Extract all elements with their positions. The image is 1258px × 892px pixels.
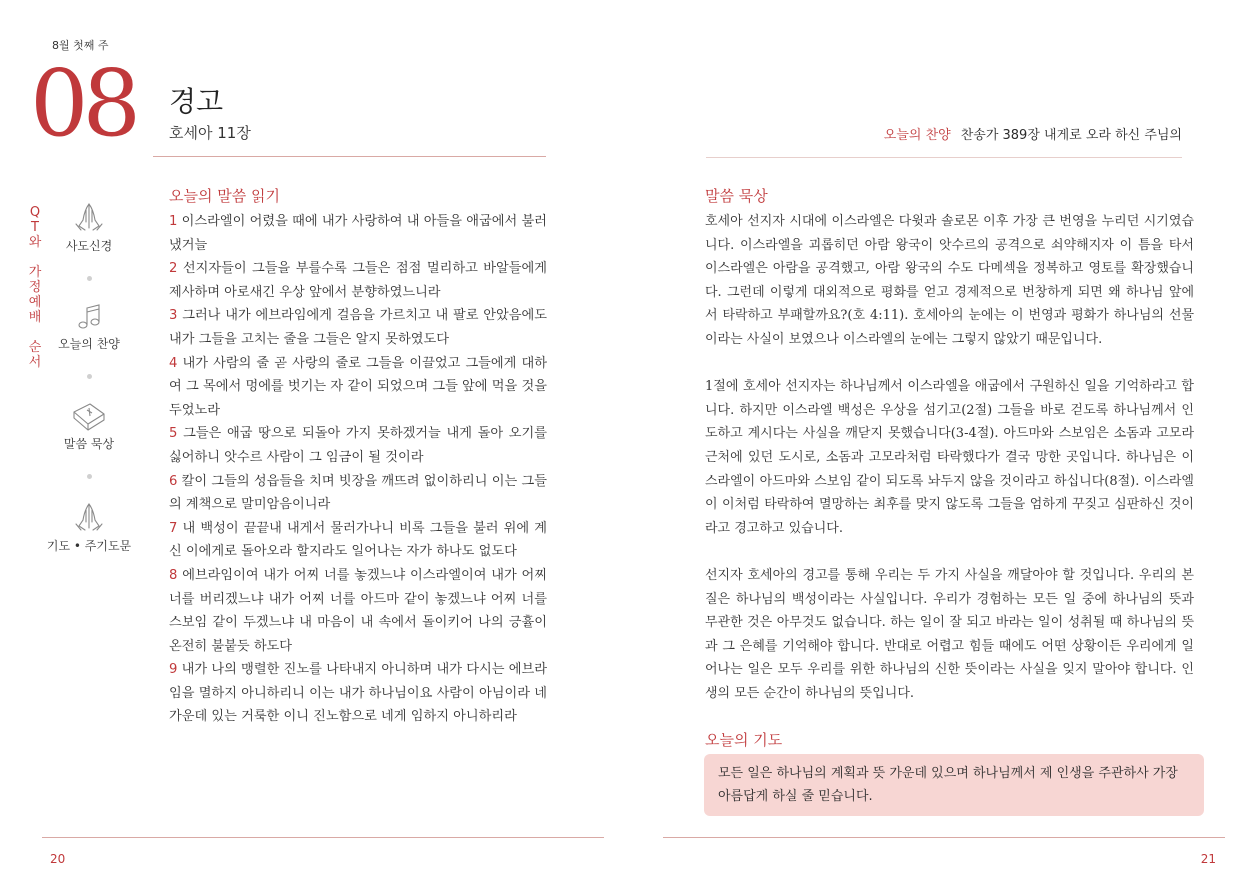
meditation-paragraph: 1절에 호세아 선지자는 하나님께서 이스라엘을 애굽에서 구원하신 일을 기억하라고 합니다. 하지만 이스라엘 백성은 우상을 섬기고(2절) 그들을 바로 걷도록 하나님께서 인도하고 계시다는 사실을 깨닫지 못했습니다(3-4절). 아드마와 스보임은 소돔과 고모라 근처에 있던 도시로, 소돔과 고모라처럼 타락했다가 결국 망한 곳입니다. 하나님은 이스라엘이 아드마와 스보임 같이 되도록 놔두지 않을 것이라고 하십니다(8절). 이스라엘이 이처럼 타락하여 멸망하는 최후를 맞지 않도록 그들을 엄하게 꾸짖고 심판하신 것이라고 경고하고 있습니다. <box>705 379 1194 536</box>
verse-text: 에브라임이여 내가 어찌 너를 놓겠느냐 이스라엘이여 내가 어찌 너를 버리겠느냐 내가 어찌 너를 아드마 같이 놓겠느냐 어찌 너를 스보임 같이 두겠느냐 내 마음이 내 속에서 돌이키어 나의 긍휼이 온전히 불붙듯 하도다 <box>169 567 548 654</box>
day-number: 08 <box>30 50 136 157</box>
step-separator-dot <box>87 276 92 281</box>
verse-item <box>169 210 547 257</box>
footer-rule-right <box>663 837 1225 838</box>
vertical-char: 가 <box>28 265 42 280</box>
header-divider-right <box>706 157 1182 158</box>
verse-item <box>169 517 547 564</box>
week-label: 8월 첫째 주 <box>52 39 109 52</box>
vertical-char: 서 <box>28 355 42 370</box>
vertical-char: Q <box>29 205 41 220</box>
verse-number: 7 <box>169 520 178 536</box>
step-label: 기도 • 주기도문 <box>46 539 132 553</box>
verse-item <box>169 470 547 517</box>
step-hymn <box>48 302 130 352</box>
prayer-heading: 오늘의 기도 <box>705 731 783 749</box>
verse-text: 이스라엘이 어렸을 때에 내가 사랑하여 내 아들을 애굽에서 불러냈거늘 <box>169 214 547 253</box>
vertical-char: T <box>31 220 39 235</box>
reading-heading: 오늘의 말씀 읽기 <box>169 187 280 205</box>
prayer-box: 모든 일은 하나님의 계획과 뜻 가운데 있으며 하나님께서 제 인생을 주관하사 가장 아름답게 하실 줄 믿습니다. <box>704 754 1204 816</box>
verse-number: 9 <box>169 662 178 678</box>
verse-number: 1 <box>169 214 178 229</box>
vertical-char: 정 <box>28 280 42 295</box>
verse-item <box>169 257 547 304</box>
page-number-left: 20 <box>50 852 66 866</box>
step-separator-dot <box>87 374 92 379</box>
worship-steps <box>48 200 130 554</box>
page-title: 경고 <box>169 85 224 118</box>
verse-text: 내가 나의 맹렬한 진노를 나타내지 아니하며 내가 다시는 에브라임을 멸하지 아니하리니 이는 내가 하나님이요 사람이 아님이라 네 가운데 있는 거룩한 이니 진노함으로 네게 임하지 아니하리라 <box>169 662 547 725</box>
verse-number: 2 <box>169 261 178 277</box>
verse-number: 5 <box>169 426 178 442</box>
praying-hands-icon <box>71 200 107 234</box>
step-label: 사도신경 <box>65 239 113 253</box>
verse-item <box>169 564 547 658</box>
verse-text: 그러나 내가 에브라임에게 걸음을 가르치고 내 팔로 안았음에도 내가 그들을 고치는 줄을 그들은 알지 못하였도다 <box>169 308 548 347</box>
verse-item <box>169 304 547 351</box>
verse-list <box>169 210 547 729</box>
hymn-text: 찬송가 389장 내게로 오라 하신 주님의 <box>960 128 1182 143</box>
scripture-reference: 호세아 11장 <box>169 124 251 142</box>
vertical-gap <box>26 325 44 340</box>
verse-text: 선지자들이 그들을 부를수록 그들은 점점 멀리하고 바알들에게 제사하며 아로새긴 우상 앞에서 분향하였느니라 <box>169 261 547 300</box>
meditation-paragraph: 선지자 호세아의 경고를 통해 우리는 두 가지 사실을 깨달아야 할 것입니다. 우리의 본질은 하나님의 백성이라는 사실입니다. 우리가 경험하는 모든 일 중에 하나님의 뜻과 무관한 것은 아무것도 없습니다. 하는 일이 잘 되고 바라는 일이 성취될 때 하나님의 뜻과 그 은혜를 기억해야 합니다. 반대로 어렵고 힘들 때에도 어떤 상황이든 우리에게 일어나는 일은 모두 우리를 위한 하나님의 신한 뜻이라는 사실을 잊지 말아야 합니다. 인생의 모든 순간이 하나님의 뜻입니다. <box>705 567 1194 701</box>
step-separator-dot <box>87 474 92 479</box>
step-label: 오늘의 찬양 <box>58 337 120 351</box>
verse-number: 8 <box>169 567 178 583</box>
meditation-paragraph: 호세아 선지자 시대에 이스라엘은 다윗과 솔로몬 이후 가장 큰 번영을 누리던 시기였습니다. 이스라엘을 괴롭히던 아람 왕국이 앗수르의 공격으로 쇠약해지자 이 틈을 타서 이스라엘은 아람을 공격했고, 아람 왕국의 수도 다메섹을 정복하고 영토를 확장했습니다. 그런데 이렇게 대외적으로 평화를 얻고 경제적으로 번창하게 되면 왜 하나님 앞에서 타락하고 부패할까요?(호 4:11). 호세아의 눈에는 이 번영과 평화가 하나님의 선물이라는 사실이 보였으나 이스라엘의 눈에는 그렇지 않았기 때문입니다. <box>705 214 1194 347</box>
verse-number: 4 <box>169 355 178 371</box>
hymn-label: 오늘의 찬양 <box>883 128 951 143</box>
vertical-char: 예 <box>28 295 42 310</box>
verse-text: 내 백성이 끝끝내 내게서 물러가나니 비록 그들을 불러 위에 계신 이에게로 돌아오라 할지라도 일어나는 자가 하나도 없도다 <box>169 520 547 560</box>
bible-icon <box>70 400 108 432</box>
praying-hands-icon <box>71 500 107 534</box>
step-creed <box>48 200 130 254</box>
header-divider-left <box>153 156 546 157</box>
footer-rule-left <box>42 837 604 838</box>
verse-text: 칼이 그들의 성읍들을 치며 빗장을 깨뜨려 없이하리니 이는 그들의 계책으로 말미암음이니라 <box>169 473 547 513</box>
vertical-char: 배 <box>28 310 42 325</box>
vertical-char: 순 <box>28 340 42 355</box>
verse-item <box>169 352 547 423</box>
verse-item <box>169 658 547 729</box>
hymn-line <box>884 124 1182 143</box>
meditation-heading: 말씀 묵상 <box>705 187 768 205</box>
step-meditation <box>48 400 130 452</box>
vertical-label <box>26 205 44 370</box>
meditation-body <box>705 210 1194 729</box>
verse-item <box>169 422 547 469</box>
vertical-char: 와 <box>28 235 42 250</box>
verse-text: 내가 사람의 줄 곧 사랑의 줄로 그들을 이끌었고 그들에게 대하여 그 목에서 멍에를 벗기는 자 같이 되었으며 그들 앞에 먹을 것을 두었노라 <box>169 355 547 418</box>
step-label: 말씀 묵상 <box>63 437 115 451</box>
music-note-icon <box>71 302 107 332</box>
vertical-gap <box>26 250 44 265</box>
verse-text: 그들은 애굽 땅으로 되돌아 가지 못하겠거늘 내게 돌아 오기를 싫어하니 앗수르 사람이 그 임금이 될 것이라 <box>169 426 547 465</box>
verse-number: 6 <box>169 473 178 489</box>
step-prayer <box>48 500 130 554</box>
verse-number: 3 <box>169 308 178 324</box>
page-number-right: 21 <box>1200 852 1216 866</box>
